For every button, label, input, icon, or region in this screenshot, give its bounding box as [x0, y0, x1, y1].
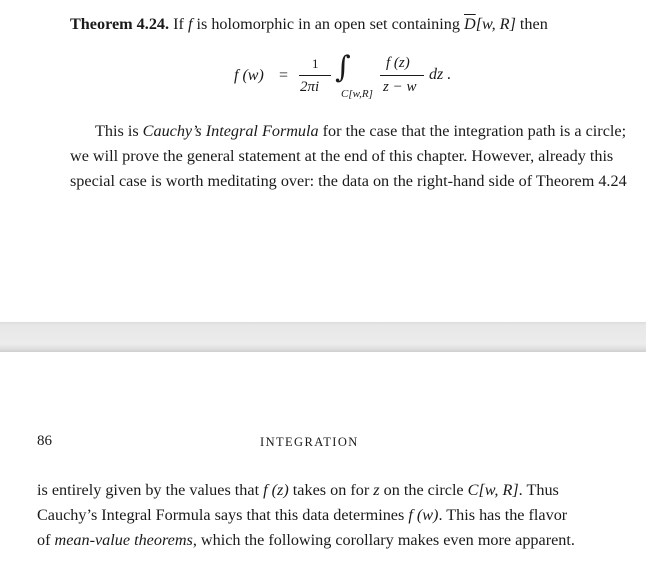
theorem-text-if: If — [173, 15, 184, 33]
paragraph-upper-line-1 — [95, 121, 626, 141]
math-f-of-w: f (w) — [408, 506, 439, 524]
equation-contour: C[w,R] — [341, 88, 373, 100]
text-span: on the circle — [383, 481, 464, 499]
paragraph-lower-line-3 — [37, 530, 575, 550]
theorem-var-f: f — [187, 15, 193, 33]
text-span: . Thus — [518, 481, 559, 499]
theorem-text-holomorphic: is holomorphic in an open set containing — [196, 15, 460, 33]
theorem-statement — [70, 14, 548, 34]
mean-value-theorems-term: mean-value theorems — [54, 531, 193, 549]
equation-lhs: f (w) — [234, 67, 264, 84]
equation-differential: dz . — [429, 66, 452, 83]
text-span: for the case that the integration path is a circle; — [322, 122, 627, 140]
equation-const-fraction-bar — [299, 75, 331, 76]
text-span: takes on for — [292, 481, 370, 499]
equation-equals: = — [279, 67, 289, 84]
math-f-of-z: f (z) — [263, 481, 289, 499]
paragraph-lower-line-1 — [37, 480, 559, 500]
cauchy-formula-name: Cauchy’s Integral Formula — [142, 122, 319, 140]
math-circle: C[w, R] — [467, 481, 519, 499]
paragraph-upper-line-2: we will prove the general statement at the end of this chapter. However, already this — [70, 147, 614, 165]
equation-fn-numerator: f (z) — [386, 55, 410, 71]
theorem-disk-args: [w, R] — [475, 15, 516, 33]
equation-fn-fraction-bar — [380, 75, 424, 76]
equation-const-numerator: 1 — [312, 56, 319, 71]
equation-const-denominator: 2πi — [300, 79, 320, 95]
paragraph-lower-line-2 — [37, 505, 567, 525]
text-span: of — [37, 531, 51, 549]
text-span: is entirely given by the values that — [37, 481, 260, 499]
paragraph-upper-line-3: special case is worth meditating over: the data on the right-hand side of Theorem 4.24 — [70, 172, 627, 190]
text-span: . This has the flavor — [438, 506, 568, 524]
text-span: This is — [95, 122, 139, 140]
theorem-closed-disk: $\overline{D}$ — [463, 15, 476, 33]
text-span: , which the following corollary makes even more apparent. — [192, 531, 575, 549]
text-span: Cauchy’s Integral Formula says that this data determines — [37, 506, 405, 524]
theorem-text-then: then — [519, 15, 548, 33]
equation-fn-denominator: z − w — [383, 79, 417, 95]
running-head: INTEGRATION — [260, 435, 359, 449]
page-number: 86 — [37, 433, 52, 449]
cauchy-integral-equation — [231, 52, 471, 102]
page-separator — [0, 322, 646, 352]
theorem-label: Theorem 4.24. — [70, 15, 170, 33]
math-z: z — [373, 481, 380, 499]
integral-sign: ∫ — [335, 50, 351, 85]
